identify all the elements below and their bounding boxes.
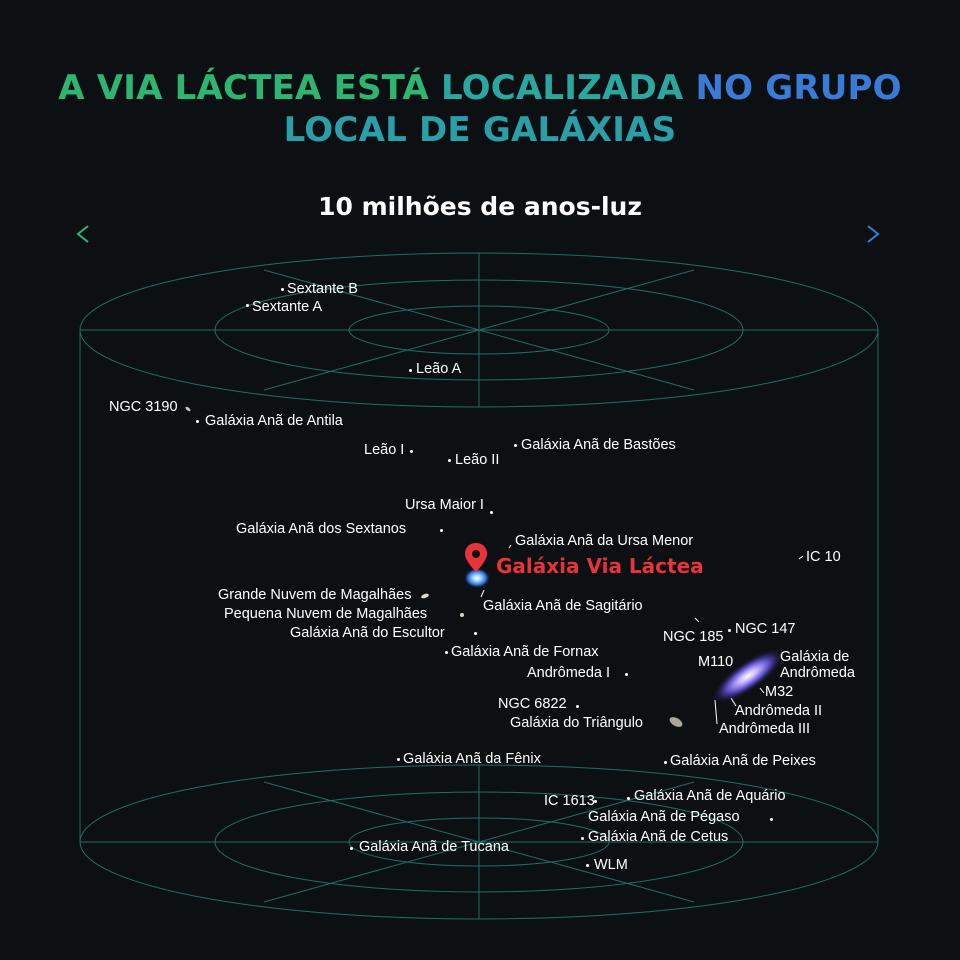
label-sagitario: Galáxia Anã de Sagitário — [483, 598, 643, 614]
dot-sextante-b — [281, 288, 284, 291]
label-ic-1613: IC 1613 — [544, 793, 595, 809]
label-tucana: Galáxia Anã de Tucana — [359, 839, 509, 855]
label-triangulo: Galáxia do Triângulo — [510, 715, 643, 731]
milky-way-icon — [464, 568, 490, 588]
label-ic-10: IC 10 — [806, 549, 841, 565]
label-ngc-185: NGC 185 — [663, 629, 724, 645]
ngc-3190-icon — [185, 406, 192, 412]
location-pin-icon — [465, 543, 487, 572]
label-fornax: Galáxia Anã de Fornax — [451, 644, 599, 660]
dot-leao-i — [410, 450, 413, 453]
dot-aquario — [627, 797, 630, 800]
label-cetus: Galáxia Anã de Cetus — [588, 829, 729, 845]
title-part-4: LOCAL DE GALÁXIAS — [283, 110, 677, 150]
dot-cetus — [581, 837, 584, 840]
dot-andromeda-i — [625, 673, 628, 676]
label-ngc-3190: NGC 3190 — [109, 399, 178, 415]
dot-wlm — [586, 864, 589, 867]
dot-antila — [196, 420, 199, 423]
dot-escultor — [474, 632, 477, 635]
label-andromeda-i: Andrômeda I — [527, 665, 611, 681]
label-sextante-a: Sextante A — [252, 299, 323, 315]
label-ngc-147: NGC 147 — [735, 621, 796, 637]
dot-sextanos — [440, 529, 443, 532]
label-ursa-maior-i: Ursa Maior I — [405, 497, 484, 513]
label-leao-i: Leão I — [364, 442, 405, 458]
scale-label: 10 milhões de anos-luz — [318, 192, 642, 221]
dot-sextante-a — [246, 304, 249, 307]
label-andromeda-ii: Andrômeda II — [735, 703, 823, 719]
dot-ngc-147 — [728, 629, 731, 632]
dot-ursa-maior-i — [490, 511, 493, 514]
label-fenix: Galáxia Anã da Fênix — [403, 751, 541, 767]
label-grande-nuvem: Grande Nuvem de Magalhães — [218, 587, 412, 603]
title-part-1: A VIA LÁCTEA ESTÁ — [58, 68, 441, 108]
title-part-2: LOCALIZADA — [440, 68, 696, 108]
label-sextante-b: Sextante B — [287, 281, 358, 297]
label-bastoes: Galáxia Anã de Bastões — [521, 437, 676, 453]
dot-peixes — [664, 761, 667, 764]
milky-way-label: Galáxia Via Láctea — [496, 554, 704, 578]
dot-bastoes — [514, 444, 517, 447]
dot-fornax — [445, 651, 448, 654]
label-antila: Galáxia Anã de Antila — [205, 413, 343, 429]
label-wlm: WLM — [594, 857, 628, 873]
label-pequena-nuvem: Pequena Nuvem de Magalhães — [224, 606, 428, 622]
label-peixes: Galáxia Anã de Peixes — [670, 753, 816, 769]
label-andromeda-iii: Andrômeda III — [719, 721, 811, 737]
label-ngc-6822: NGC 6822 — [498, 696, 567, 712]
andromeda-icon — [706, 640, 794, 711]
label-andromeda-1: Galáxia de — [780, 649, 850, 665]
dot-leao-a — [409, 369, 412, 372]
label-andromeda-2: Andrômeda — [780, 665, 855, 681]
label-ursa-menor: Galáxia Anã da Ursa Menor — [515, 533, 694, 549]
dot-pegaso — [770, 818, 773, 821]
dot-fenix — [397, 758, 400, 761]
dot-tucana — [350, 847, 353, 850]
dot-leao-ii — [448, 459, 451, 462]
label-m110: M110 — [698, 654, 734, 670]
label-m32: M32 — [765, 684, 794, 700]
label-pegaso: Galáxia Anã de Pégaso — [588, 809, 740, 825]
pequena-nuvem-icon — [460, 613, 464, 617]
dot-ngc-6822 — [576, 705, 579, 708]
triangulo-icon — [668, 715, 684, 729]
label-leao-ii: Leão II — [455, 452, 500, 468]
title-part-3: NO GRUPO — [695, 68, 902, 108]
label-leao-a: Leão A — [416, 361, 462, 377]
label-sextanos: Galáxia Anã dos Sextanos — [236, 521, 407, 537]
grande-nuvem-icon — [421, 593, 430, 599]
label-escultor: Galáxia Anã do Escultor — [290, 625, 445, 641]
label-aquario: Galáxia Anã de Aquário — [634, 788, 786, 804]
